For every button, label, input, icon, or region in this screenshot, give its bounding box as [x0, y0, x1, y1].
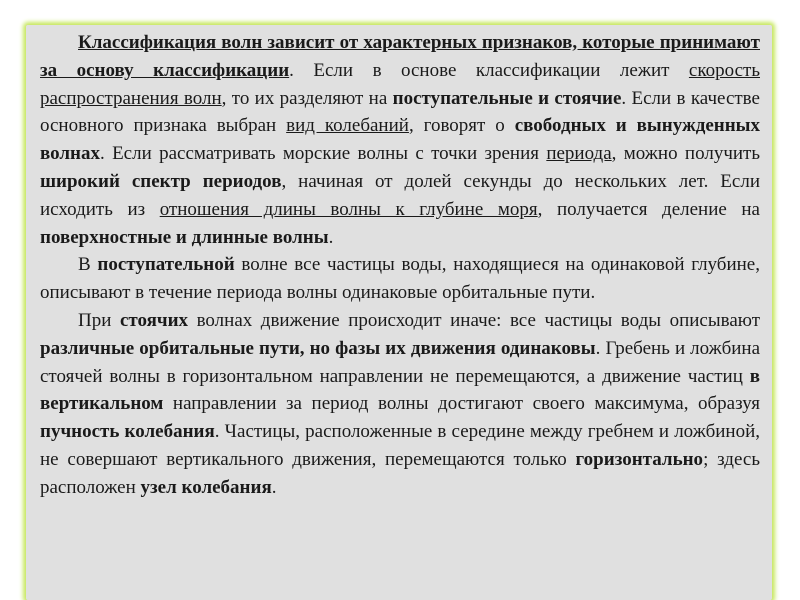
text-segment: , то их разделяют на	[221, 87, 393, 109]
text-segment: . Гребень и ложбина стоячей волны в горизонтальном направлении не перемещаются, а движение частиц	[40, 337, 760, 387]
text-segment: При	[78, 309, 120, 331]
text-segment: . Частицы, расположенные в середине между гребнем и ложбиной, не совершают вертикального движения, перемещаются только	[40, 421, 761, 470]
text-segment: .	[271, 476, 277, 498]
paragraph-3	[40, 307, 760, 502]
text-segment: волнах движение происходит иначе: все частицы воды описывают	[188, 309, 761, 331]
text-segment: поступательной	[97, 254, 235, 276]
text-segment: свободных и вынужденных волнах	[40, 115, 760, 165]
text-segment: узел колебания	[140, 476, 272, 498]
text-segment: ; здесь расположен	[40, 448, 760, 498]
text-segment: вид колебаний	[286, 115, 409, 137]
text-segment: . Если в качестве основного признака выбран	[40, 87, 760, 137]
text-segment: , можно получить	[611, 143, 761, 165]
text-segment: в вертикальном	[40, 365, 760, 415]
text-segment: различные орбитальные пути, но фазы их движения одинаковы	[40, 337, 596, 359]
text-segment: .	[328, 226, 334, 248]
paragraph-1	[40, 29, 760, 251]
text-segment: широкий спектр периодов	[40, 170, 282, 192]
text-segment: . Если в основе классификации лежит	[289, 59, 689, 81]
text-segment: стоячих	[119, 309, 189, 331]
text-segment: периода	[546, 143, 612, 165]
text-segment: отношения длины волны к глубине моря	[159, 198, 538, 220]
text-segment: волне все частицы воды, находящиеся на одинаковой глубине, описывают в течение периода волны одинаковые орбитальные пути.	[40, 254, 760, 304]
text-segment: поверхностные и длинные волны	[40, 226, 329, 248]
text-segment: пучность колебания	[40, 421, 215, 443]
text-segment: . Если рассматривать морские волны с точки зрения	[100, 143, 547, 165]
text-segment: поступательные и стоячие	[392, 87, 622, 109]
paragraph-2	[40, 251, 760, 307]
text-segment: , получается деление на	[537, 198, 760, 220]
text-box	[26, 25, 772, 600]
text-segment: направлении за период волны достигают своего максимума, образуя	[163, 393, 760, 415]
text-segment: В	[78, 254, 98, 276]
text-segment: скорость распространения волн	[40, 59, 760, 109]
text-segment: горизонтально	[575, 448, 704, 470]
text-segment: , начиная от долей секунды до нескольких лет. Если исходить из	[40, 170, 760, 220]
text-segment: Классификация волн зависит от характерных признаков, которые принимают за основу классификации	[40, 32, 760, 81]
text-segment: , говорят о	[408, 115, 515, 137]
